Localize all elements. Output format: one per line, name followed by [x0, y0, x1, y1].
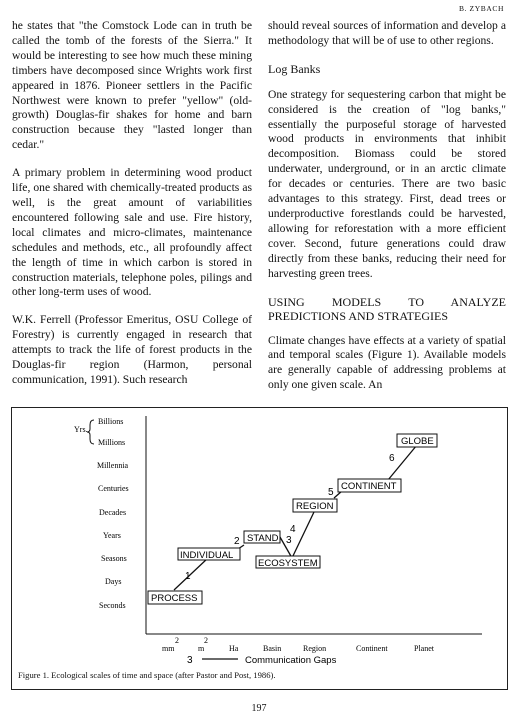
brace — [87, 420, 94, 444]
y-label-millions: Millions — [98, 438, 126, 447]
gap-line-1 — [174, 558, 208, 590]
legend-label: Communication Gaps — [245, 655, 337, 666]
y-axis-yrs-label: Yrs. — [74, 425, 88, 434]
x-superscript-m: 2 — [204, 636, 208, 645]
running-head: B. ZYBACH — [459, 4, 504, 13]
x-superscript-mm: 2 — [175, 636, 179, 645]
gap-number-2: 2 — [234, 536, 240, 547]
label-continent: CONTINENT — [341, 481, 397, 492]
y-label-seasons: Seasons — [101, 554, 127, 563]
y-label-seconds: Seconds — [99, 601, 126, 610]
paragraph: Climate changes have effects at a variety of spatial and temporal scales (Figure 1). Available models are generally capable of addressing problems at only one given scale. An — [268, 333, 506, 392]
paragraph: A primary problem in determining wood product life, one shared with chemically-treated products as well, is the great amount of variabilities encountered following sale and use. Fire history, local climates and micro-climates, maintenance schedules and methods, etc., all profoundly affect the length of time in which carbon is stored in construction materials, telephone poles, pilings and other long-term uses of wood. — [12, 166, 252, 299]
gap-number-1: 1 — [185, 571, 191, 582]
paragraph: One strategy for sequestering carbon that might be considered is the creation of "log banks," essentially the purposeful storage of harvested wood products in environments that inhibit decomposition. Biomass could be stored underwater, underground, or in an arctic climate for decades or centuries. There are two basic advantages to this strategy. First, dead trees or underproductive forestlands could be harvested, allowing for reforestation with a more efficient cover. Second, future generations could draw directly from these banks, reducing their need for harvesting green trees. — [268, 87, 506, 280]
x-label-region: Region — [303, 644, 327, 653]
x-label-continent: Continent — [356, 644, 388, 653]
y-label-millennia: Millennia — [97, 461, 129, 470]
x-label-mm: mm — [162, 644, 175, 653]
gap-number-3: 3 — [286, 535, 292, 546]
left-column — [12, 19, 252, 401]
label-stand: STAND — [247, 533, 279, 544]
paragraph: he states that "the Comstock Lode can in truth be called the tomb of the forests of the Sierra." It would be interesting to see how much these mining timbers have decomposed since Wrights work first appeared in 1876. Pioneer settlers in the Pacific Northwest were known to prefer "yellow" (old-growth) Douglas-fir shakes for home and barn construction because they "lasted longer than cedar." — [12, 19, 252, 152]
gap-number-6: 6 — [389, 453, 395, 464]
gap-number-5: 5 — [328, 487, 334, 498]
scale-diagram — [12, 408, 509, 691]
section-heading-log-banks: Log Banks — [268, 61, 321, 76]
y-label-centuries: Centuries — [98, 484, 129, 493]
label-globe: GLOBE — [401, 436, 434, 447]
gap-line-4 — [292, 512, 314, 558]
label-region: REGION — [296, 501, 334, 512]
x-label-ha: Ha — [229, 644, 239, 653]
y-label-days: Days — [105, 577, 122, 586]
figure-1 — [11, 407, 508, 690]
label-ecosystem: ECOSYSTEM — [258, 558, 318, 569]
label-individual: INDIVIDUAL — [180, 550, 234, 561]
y-label-years: Years — [103, 531, 121, 540]
label-process: PROCESS — [151, 593, 198, 604]
legend-number: 3 — [187, 655, 193, 666]
x-label-m: m — [198, 644, 205, 653]
x-label-planet: Planet — [414, 644, 434, 653]
figure-caption: Figure 1. Ecological scales of time and space (after Pastor and Post, 1986). — [18, 670, 276, 680]
paragraph: should reveal sources of information and develop a methodology that will be of use to other regions. — [268, 19, 506, 47]
section-heading-models: USING MODELS TO ANALYZE PREDICTIONS AND STRATEGIES — [268, 294, 506, 323]
y-label-billions: Billions — [98, 417, 124, 426]
y-label-decades: Decades — [99, 508, 127, 517]
gap-number-4: 4 — [290, 524, 296, 535]
page-number: 197 — [251, 703, 267, 714]
right-column — [268, 19, 506, 406]
x-label-basin: Basin — [263, 644, 282, 653]
paragraph: W.K. Ferrell (Professor Emeritus, OSU College of Forestry) is currently engaged in research that attempts to track the life of forest products in the Douglas-fir region (Harmon, personal communication, 1991). Such research — [12, 313, 252, 386]
